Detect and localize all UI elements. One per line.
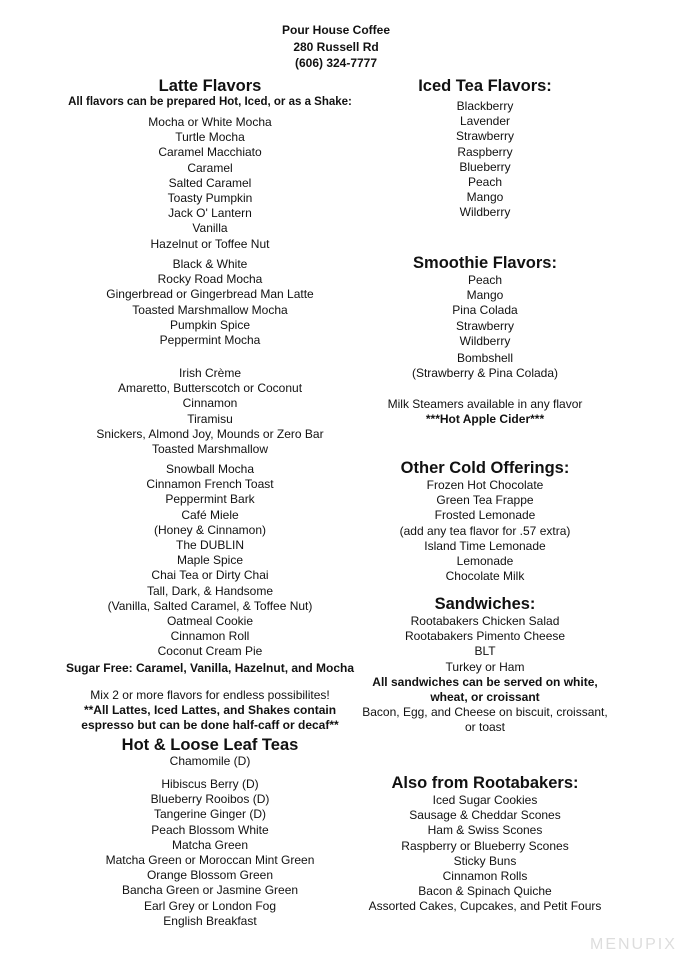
sugar-free-block	[40, 661, 380, 676]
menu-item: Maple Spice	[176, 553, 244, 568]
menu-item: The DUBLIN	[175, 537, 245, 552]
menu-item: Snickers, Almond Joy, Mounds or Zero Bar	[96, 426, 324, 441]
menu-item: Peach	[467, 174, 503, 189]
menu-item: Pina Colada	[452, 303, 518, 318]
latte-group-3	[40, 366, 380, 457]
cold-section	[340, 459, 630, 584]
espresso-note-1: **All Lattes, Iced Lattes, and Shakes contain	[83, 703, 337, 718]
menu-item: wheat, or croissant	[430, 689, 540, 704]
tea-item: Chamomile (D)	[169, 754, 251, 768]
bread-note	[340, 675, 630, 705]
menu-item: Cinnamon French Toast	[146, 477, 274, 492]
menu-item: Mocha or White Mocha	[148, 115, 272, 129]
cold-title: Other Cold Offerings:	[400, 459, 570, 477]
menu-item: Mango	[466, 288, 504, 303]
menu-item: Frozen Hot Chocolate	[426, 478, 544, 492]
menu-item: Rootabakers Chicken Salad	[410, 614, 560, 628]
smoothie-extra	[340, 351, 630, 381]
sandwiches-section	[340, 595, 630, 736]
menu-item: Island Time Lemonade	[424, 538, 546, 553]
menu-item: Hibiscus Berry (D)	[161, 777, 259, 791]
cold-list	[340, 478, 630, 584]
menu-item: Lemonade	[456, 553, 514, 568]
smoothie-list	[340, 273, 630, 349]
watermark: MENUPIX	[590, 936, 677, 953]
menu-item: Strawberry	[455, 129, 514, 144]
menu-item: Orange Blossom Green	[146, 868, 274, 883]
menu-item: Cinnamon Roll	[170, 629, 250, 644]
latte-group-2	[40, 257, 380, 348]
menu-item: Toasty Pumpkin	[167, 190, 253, 205]
hot-apple-cider: ***Hot Apple Cider***	[425, 412, 545, 427]
smoothie-section	[340, 254, 630, 381]
teas-list	[40, 777, 380, 929]
menu-item: Toasted Marshmallow	[151, 441, 269, 456]
menu-item: Café Miele	[181, 507, 239, 522]
latte-header	[40, 77, 380, 110]
menu-item: Raspberry	[457, 144, 513, 159]
menu-item: (Honey & Cinnamon)	[153, 522, 267, 537]
menu-item: Turtle Mocha	[175, 130, 245, 145]
menu-item: Cinnamon	[182, 396, 238, 411]
sugar-free-note: Sugar Free: Caramel, Vanilla, Hazelnut, and Mocha	[65, 661, 355, 675]
sandwiches-list	[340, 614, 630, 675]
menu-item: Toasted Marshmallow Mocha	[132, 302, 288, 317]
smoothie-title: Smoothie Flavors:	[413, 254, 557, 272]
menu-item: Tall, Dark, & Handsome	[146, 583, 274, 598]
menu-item: Bombshell	[456, 350, 514, 365]
menu-item: Hazelnut or Toffee Nut	[150, 236, 270, 251]
rootabakers-section	[340, 774, 630, 915]
menu-item: Green Tea Frappe	[436, 493, 534, 508]
menu-item: Gingerbread or Gingerbread Man Latte	[106, 287, 314, 302]
breakfast-sandwich	[340, 705, 630, 735]
iced-tea-section	[340, 77, 630, 221]
espresso-note-2: espresso but can be done half-caff or decaf**	[81, 718, 339, 733]
menu-item: Rocky Road Mocha	[157, 272, 263, 287]
menu-item: Peach Blossom White	[151, 822, 269, 837]
steamers-section	[340, 397, 630, 427]
menu-item: Bacon & Spinach Quiche	[418, 884, 552, 899]
menu-item: Amaretto, Butterscotch or Coconut	[117, 381, 303, 396]
teas-header	[40, 736, 380, 769]
menu-item: Peppermint Mocha	[159, 332, 261, 347]
menu-item: Bacon, Egg, and Cheese on biscuit, croissant,	[362, 705, 608, 720]
latte-group-4	[40, 462, 380, 659]
menu-item: Sausage & Cheddar Scones	[409, 808, 561, 823]
steamers-note: Milk Steamers available in any flavor	[387, 397, 583, 411]
teas-title: Hot & Loose Leaf Teas	[121, 736, 299, 754]
menu-item: Caramel Macchiato	[158, 145, 262, 160]
menu-item: Assorted Cakes, Cupcakes, and Petit Fours	[368, 899, 602, 914]
menu-item: Oatmeal Cookie	[166, 613, 254, 628]
latte-subtitle: All flavors can be prepared Hot, Iced, or as a Shake:	[68, 96, 352, 108]
menu-item: Mango	[466, 190, 504, 205]
mix-note: Mix 2 or more flavors for endless possibilites!	[90, 688, 330, 702]
menu-item: (add any tea flavor for .57 extra)	[399, 523, 571, 538]
menu-item: All sandwiches can be served on white,	[372, 674, 598, 689]
menu-item: or toast	[464, 720, 506, 735]
menu-item: Earl Grey or London Fog	[143, 898, 277, 913]
menu-item: Matcha Green	[171, 837, 249, 852]
menu-item: Chai Tea or Dirty Chai	[151, 568, 269, 583]
latte-title: Latte Flavors	[158, 77, 262, 95]
menu-item: Frosted Lemonade	[434, 508, 536, 523]
iced-tea-list	[340, 99, 630, 221]
menu-item: Bancha Green or Jasmine Green	[121, 883, 299, 898]
menu-item: Ham & Swiss Scones	[427, 823, 543, 838]
menu-item: BLT	[474, 644, 496, 659]
menu-item: Pumpkin Spice	[169, 317, 251, 332]
rootabakers-list	[340, 793, 630, 915]
menu-item: Chocolate Milk	[445, 569, 525, 584]
menu-item: Wildberry	[459, 205, 511, 220]
menu-item: Strawberry	[455, 318, 514, 333]
menu-item: English Breakfast	[163, 913, 257, 928]
menu-item: Tiramisu	[187, 411, 233, 426]
menu-item: Lavender	[459, 114, 511, 129]
menu-item: Coconut Cream Pie	[157, 644, 263, 659]
menu-item: Matcha Green or Moroccan Mint Green	[105, 852, 315, 867]
menu-item: Turkey or Ham	[445, 659, 525, 674]
iced-tea-title: Iced Tea Flavors:	[418, 77, 552, 95]
menu-item: Irish Crème	[178, 366, 241, 380]
menu-item: Tangerine Ginger (D)	[153, 807, 267, 822]
menu-item: Raspberry or Blueberry Scones	[401, 838, 569, 853]
menu-item: Peppermint Bark	[165, 492, 255, 507]
shop-name: Pour House Coffee	[281, 23, 390, 37]
menu-item: Blackberry	[456, 99, 514, 113]
latte-group-1	[40, 115, 380, 252]
sandwiches-title: Sandwiches:	[434, 595, 536, 613]
menu-item: Caramel	[187, 160, 233, 175]
menu-item: Black & White	[172, 257, 248, 271]
header	[236, 22, 436, 72]
menu-item: Cinnamon Rolls	[442, 868, 528, 883]
latte-notes	[40, 688, 380, 734]
menu-item: Vanilla	[192, 221, 228, 236]
menu-item: Snowball Mocha	[165, 462, 255, 476]
menu-item: Jack O' Lantern	[168, 206, 252, 221]
menu-item: (Vanilla, Salted Caramel, & Toffee Nut)	[107, 598, 313, 613]
shop-address: 280 Russell Rd	[293, 39, 379, 54]
menu-item: Salted Caramel	[168, 175, 252, 190]
menu-item: Rootabakers Pimento Cheese	[404, 629, 566, 644]
shop-phone: (606) 324-7777	[294, 56, 378, 70]
menu-item: (Strawberry & Pina Colada)	[411, 366, 559, 381]
menu-item: Iced Sugar Cookies	[432, 793, 538, 807]
menu-item: Sticky Buns	[453, 853, 517, 868]
menu-item: Wildberry	[459, 333, 511, 348]
menu-item: Blueberry Rooibos (D)	[150, 792, 270, 807]
menu-item: Blueberry	[459, 159, 511, 174]
rootabakers-title: Also from Rootabakers:	[391, 774, 579, 792]
menu-item: Peach	[467, 273, 503, 287]
